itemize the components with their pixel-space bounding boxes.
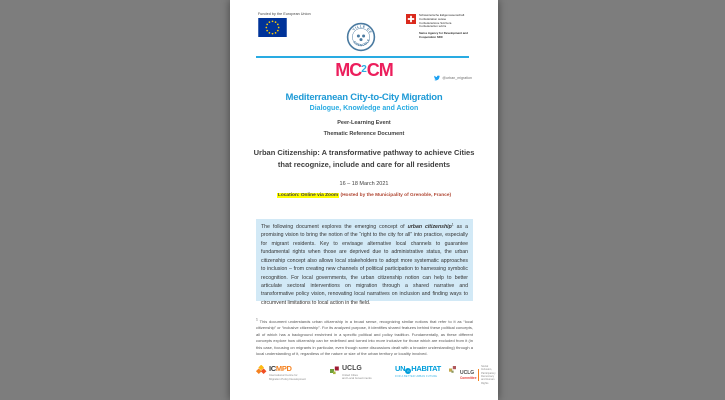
- committee-line1: Social Inclusion,: [481, 365, 493, 372]
- mc2cm-logo-cm: CM: [366, 60, 393, 80]
- seal-text-bottom: GRENOBLE: [352, 38, 371, 48]
- event-dates: 16 – 18 March 2021: [339, 181, 389, 187]
- uclg-squares-icon: [330, 365, 340, 375]
- swiss-line: Schweizerische Eidgenossenschaft: [419, 13, 465, 17]
- committee-line2: Participatory Democracy: [481, 371, 496, 379]
- twitter-handle: @urban_migration: [442, 76, 472, 80]
- uclg-name: UCLG: [342, 365, 362, 372]
- event-type-label: Peer-Learning Event: [337, 120, 391, 126]
- eu-funding-block: [258, 12, 328, 37]
- abstract-emphasis: urban citizenship: [407, 224, 452, 230]
- committee-line3: and Human Rights: [481, 378, 495, 385]
- swiss-flag-icon: [406, 14, 416, 24]
- seal-text-top: VILLE DE: [351, 24, 373, 35]
- unhabitat-habitat: HABITAT: [411, 364, 441, 373]
- mc2cm-logo-two: 2: [361, 64, 367, 75]
- doc-type-label: Thematic Reference Document: [323, 131, 405, 137]
- program-subtitle: Dialogue, Knowledge and Action: [309, 105, 419, 112]
- icmpd-subtitle-line1: International Centre for: [269, 373, 298, 377]
- document-title: [242, 147, 486, 170]
- swiss-line: Confederazione Svizzera: [419, 20, 452, 25]
- funders-header: [256, 10, 472, 54]
- icmpd-text: [269, 365, 306, 381]
- uclg-committee-names: [460, 371, 476, 380]
- unhabitat-un: UN: [395, 364, 406, 373]
- unhabitat-logo: [395, 365, 441, 378]
- footnote-marker: 1: [256, 317, 258, 322]
- location-highlighted: Location: Online via Zoom: [277, 193, 339, 198]
- eu-funded-label: Funded by the European Union: [258, 12, 311, 16]
- committee-divider-bar: [478, 369, 479, 381]
- program-title: Mediterranean City-to-City Migration: [285, 92, 443, 103]
- unhabitat-globe-icon: ⌂: [407, 367, 410, 373]
- uclg-subtitle-line2: and Local Governments: [342, 376, 372, 381]
- abstract-box: [256, 219, 473, 306]
- uclg-subtitle-line1: United Cities: [342, 372, 358, 377]
- abstract-paragraph: [261, 223, 468, 307]
- eu-flag-icon: [258, 18, 287, 37]
- swiss-line: Confédération suisse: [419, 16, 447, 21]
- header-divider: [256, 56, 469, 58]
- icmpd-logo: [256, 365, 306, 381]
- uclg-committee-squares-icon: [449, 365, 458, 374]
- footnote-reference: 1: [451, 222, 454, 227]
- partner-logos-row: [230, 363, 498, 395]
- uclg-committee-text: [460, 365, 498, 385]
- swiss-text-block: [419, 14, 472, 40]
- icmpd-name-orange: MPD: [275, 364, 292, 373]
- swiss-funding-block: [406, 14, 472, 40]
- unhabitat-subtitle: FOR A BETTER URBAN FUTURE: [395, 374, 438, 378]
- document-page: [230, 0, 498, 400]
- committee-description: [481, 365, 498, 385]
- swiss-agency-label: Swiss Agency for Development and Cooperation SDC: [419, 31, 468, 39]
- icmpd-name-dark: IC: [269, 364, 276, 373]
- location-detail: (Hosted by the Municipality of Grenoble, France): [339, 193, 452, 198]
- uclg-logo: [330, 365, 372, 381]
- twitter-bird-icon: [434, 75, 440, 81]
- document-title-line2: that recognize, include and care for all residents: [277, 159, 451, 169]
- event-location: [230, 193, 498, 198]
- uclg-committee-name: UCLG: [460, 369, 475, 376]
- abstract-intro: The following document explores the emerging concept of: [261, 224, 408, 230]
- uclg-committee-logo: [449, 365, 498, 385]
- swiss-line: Confederaziun svizra: [419, 24, 447, 29]
- footnote-text: This document understands urban citizenship in a broad sense, recognizing similar notions that refer to it as “local citizenship” or “inclusive citizenship”. For its analyzed purpose, it identifies shared features behind these political concepts, all of which has a background enshrined in a specific political and policy tradition. Fundamentally, as these different concepts explore how citizenship can be redefined and turned into more inclusive for those which are excluded from it (in this case, focusing on migrants in particular, even though some discussions dealt with a broader understanding) through a local understanding of it, regardless of the nature or size of the urban territory or locality involved.: [256, 319, 473, 356]
- mc2cm-logo-mc: MC: [335, 60, 362, 80]
- twitter-link[interactable]: [434, 75, 472, 81]
- grenoble-seal-icon: [346, 22, 376, 52]
- abstract-rest: as a promising vision to bring the notion of the “right to the city for all” into practice, especially for migrant residents. Key to envisage alternative local channels to guarantee fundamental rights when those are deprived due to administrative status, the urban citizenship concept also allows local stakeholders to adopt more systematic approaches to inclusion – from creating new channels of political participation to harnessing symbolic recognition. For local governments, the urban citizenship notion can help to better articulate sectoral interventions on migration through a shared narrative and transformative policy vision, renovating local narratives on inclusion and finding ways to circumvent limitations to local action in the field.: [261, 224, 468, 306]
- uclg-committee-label: Committee: [460, 375, 477, 380]
- document-title-line1: Urban Citizenship: A transformative pathway to achieve Cities: [253, 148, 475, 157]
- footnote: [256, 319, 473, 357]
- uclg-text: [342, 365, 372, 381]
- icmpd-diamond-icon: [256, 365, 267, 376]
- icmpd-subtitle-line2: Migration Policy Development: [269, 376, 306, 381]
- unhabitat-text: [395, 365, 441, 378]
